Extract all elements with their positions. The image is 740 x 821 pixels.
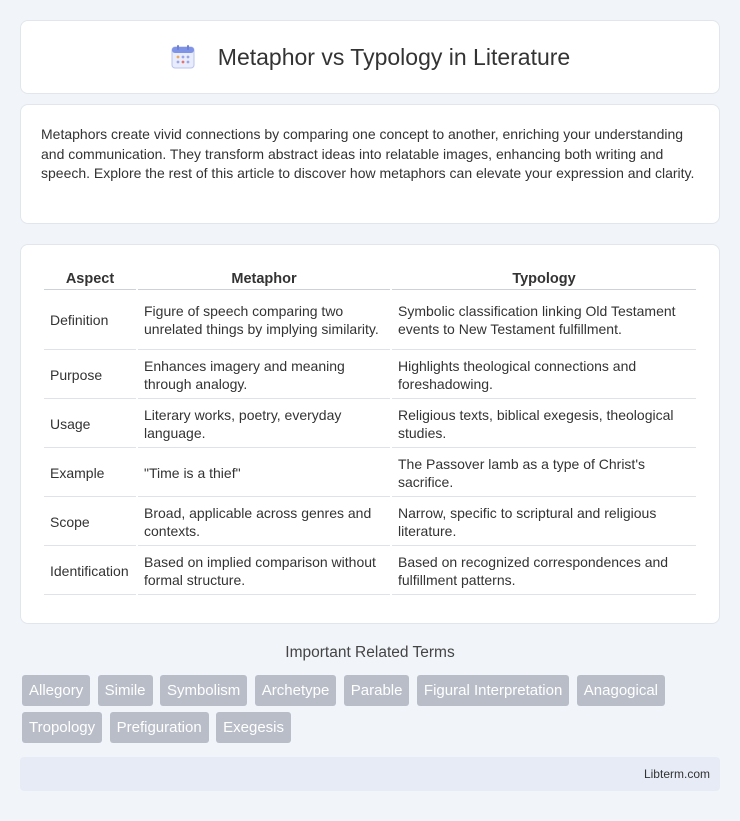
header-aspect: Aspect xyxy=(44,267,136,290)
cell-metaphor: "Time is a thief" xyxy=(138,450,390,497)
cell-metaphor: Broad, applicable across genres and contexts. xyxy=(138,499,390,546)
tag-anagogical[interactable]: Anagogical xyxy=(577,675,665,706)
cell-aspect: Scope xyxy=(44,499,136,546)
comparison-table xyxy=(42,265,698,597)
header-metaphor: Metaphor xyxy=(138,267,390,290)
header-card xyxy=(20,20,720,94)
tag-archetype[interactable]: Archetype xyxy=(255,675,337,706)
tag-symbolism[interactable]: Symbolism xyxy=(160,675,247,706)
table-row xyxy=(44,352,696,399)
cell-typology: Highlights theological connections and foreshadowing. xyxy=(392,352,696,399)
intro-card xyxy=(20,104,720,224)
cell-aspect: Example xyxy=(44,450,136,497)
tag-allegory[interactable]: Allegory xyxy=(22,675,90,706)
footer xyxy=(20,757,720,791)
page-title: Metaphor vs Typology in Literature xyxy=(217,43,571,70)
comparison-table-card xyxy=(20,244,720,624)
tag-prefiguration[interactable]: Prefiguration xyxy=(110,712,209,743)
table-row xyxy=(44,548,696,595)
cell-aspect: Purpose xyxy=(44,352,136,399)
intro-text: Metaphors create vivid connections by comparing one concept to another, enriching your understanding and communication. They transform abstract ideas into relatable images, enhancing both writing and speech. Explore the rest of this article to discover how metaphors can elevate your expression and clarity. xyxy=(41,126,695,181)
tag-figural-interpretation[interactable]: Figural Interpretation xyxy=(417,675,569,706)
table-header-row xyxy=(44,267,696,290)
cell-metaphor: Figure of speech comparing two unrelated things by implying similarity. xyxy=(138,292,390,350)
tag-parable[interactable]: Parable xyxy=(344,675,410,706)
cell-aspect: Definition xyxy=(44,292,136,350)
cell-metaphor: Enhances imagery and meaning through analogy. xyxy=(138,352,390,399)
tag-simile[interactable]: Simile xyxy=(98,675,153,706)
cell-metaphor: Based on implied comparison without formal structure. xyxy=(138,548,390,595)
cell-typology: Religious texts, biblical exegesis, theological studies. xyxy=(392,401,696,448)
tag-tropology[interactable]: Tropology xyxy=(22,712,102,743)
cell-typology: The Passover lamb as a type of Christ's sacrifice. xyxy=(392,450,696,497)
cell-aspect: Identification xyxy=(44,548,136,595)
cell-typology: Symbolic classification linking Old Testament events to New Testament fulfillment. xyxy=(392,292,696,350)
cell-metaphor: Literary works, poetry, everyday language. xyxy=(138,401,390,448)
table-row xyxy=(44,401,696,448)
related-terms-list xyxy=(22,675,722,749)
table-row xyxy=(44,450,696,497)
header-typology: Typology xyxy=(392,267,696,290)
cell-typology: Based on recognized correspondences and fulfillment patterns. xyxy=(392,548,696,595)
table-row xyxy=(44,292,696,350)
footer-site-link[interactable]: Libterm.com xyxy=(643,767,710,781)
related-terms-title: Important Related Terms xyxy=(285,644,455,661)
tag-exegesis[interactable]: Exegesis xyxy=(216,712,291,743)
calendar-icon xyxy=(170,44,196,70)
cell-typology: Narrow, specific to scriptural and religious literature. xyxy=(392,499,696,546)
cell-aspect: Usage xyxy=(44,401,136,448)
table-row xyxy=(44,499,696,546)
